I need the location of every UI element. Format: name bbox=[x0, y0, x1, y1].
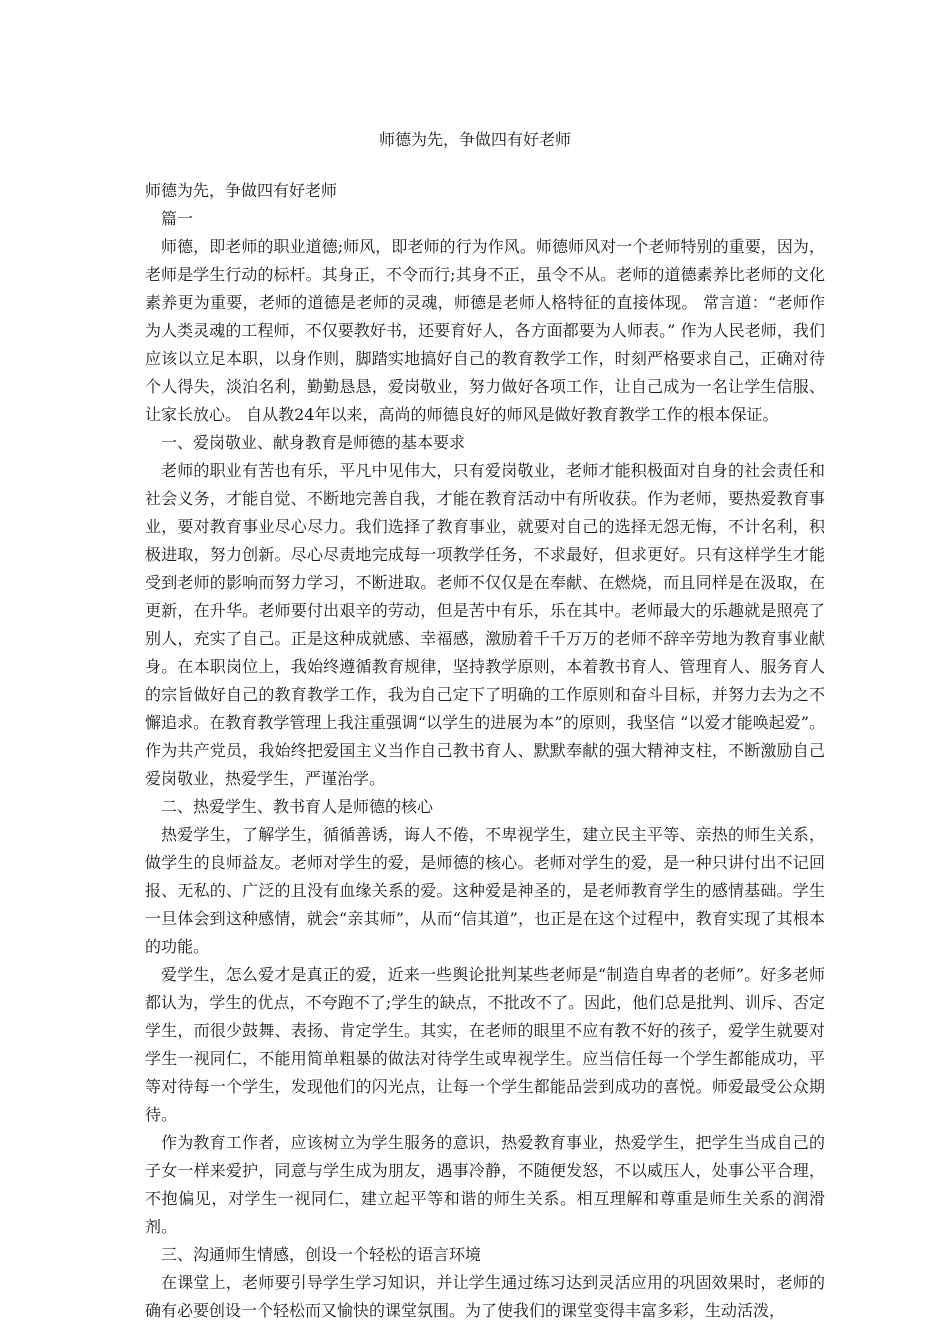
section-2-paragraph-2: 爱学生，怎么爱才是真正的爱，近来一些舆论批判某些老师是“制造自卑者的老师”。好多老师都认为，学生的优点，不夸跑不了;学生的缺点，不批改不了。因此，他们总是批判、训斥、否定学生，而很少鼓舞、表扬、肯定学生。其实，在老师的眼里不应有教不好的孩子，爱学生就要对学生一视同仁，不能用简单粗暴的做法对待学生或卑视学生。应当信任每一个学生都能成功，平等对待每一个学生，发现他们的闪光点，让每一个学生都能品尝到成功的喜悦。师爱最受公众期待。 bbox=[145, 965, 825, 1124]
document-body bbox=[145, 177, 825, 1325]
section-heading-3: 三、沟通师生情感，创设一个轻松的语言环境 bbox=[161, 1245, 482, 1264]
section-heading-1: 一、爱岗敬业、献身教育是师德的基本要求 bbox=[161, 433, 466, 452]
section-2-paragraph-3: 作为教育工作者，应该树立为学生服务的意识，热爱教育事业，热爱学生，把学生当成自己的子女一样来爱护，同意与学生成为朋友，遇事冷静，不随便发怒，不以威压人，处事公平合理，不抱偏见，对学生一视同仁，建立起平等和谐的师生关系。相互理解和尊重是师生关系的润滑剂。 bbox=[145, 1133, 825, 1236]
section-1-paragraph: 老师的职业有苦也有乐，平凡中见伟大，只有爱岗敬业，老师才能积极面对自身的社会责任和社会义务，才能自觉、不断地完善自我，才能在教育活动中有所收获。作为老师，要热爱教育事业，要对教育事业尽心尽力。我们选择了教育事业，就要对自己的选择无怨无悔，不计名利，积极进取，努力创新。尽心尽责地完成每一项教学任务，不求最好，但求更好。只有这样学生才能受到老师的影响而努力学习，不断进取。老师不仅仅是在奉献、在燃烧，而且同样是在汲取，在更新，在升华。老师要付出艰辛的劳动，但是苦中有乐，乐在其中。老师最大的乐趣就是照亮了别人，充实了自己。正是这种成就感、幸福感，激励着千千万万的老师不辞辛劳地为教育事业献身。在本职岗位上，我始终遵循教育规律，坚持教学原则，本着教书育人、管理育人、服务育人的宗旨做好自己的教育教学工作，我为自己定下了明确的工作原则和奋斗目标，并努力去为之不懈追求。在教育教学管理上我注重强调“以学生的进展为本”的原则，我坚信 “以爱才能唤起爱”。作为共产党员，我始终把爱国主义当作自己教书育人、默默奉献的强大精神支柱，不断激励自己爱岗敬业，热爱学生，严谨治学。 bbox=[145, 461, 825, 788]
section-label-part-one: 篇一 bbox=[161, 209, 194, 228]
section-heading-2: 二、热爱学生、教书育人是师德的核心 bbox=[161, 797, 434, 816]
repeated-title: 师德为先，争做四有好老师 bbox=[145, 181, 338, 200]
intro-paragraph: 师德，即老师的职业道德;师风，即老师的行为作风。师德师风对一个老师特别的重要，因为，老师是学生行动的标杆。其身正，不令而行;其身不正，虽令不从。老师的道德素养比老师的文化素养更为重要，老师的道德是老师的灵魂，师德是老师人格特征的直接体现。 常言道：“老师作为人类灵魂的工程师，不仅要教好书，还要育好人，各方面都要为人师表。” 作为人民老师，我们应该以立足本职，以身作则，脚踏实地搞好自己的教育教学工作，时刻严格要求自己，正确对待个人得失，淡泊名利，勤勤恳恳，爱岗敬业，努力做好各项工作，让自己成为一名让学生信服、让家长放心。 自从教24年以来，高尚的师德良好的师风是做好教育教学工作的根本保证。 bbox=[145, 237, 825, 424]
section-3-paragraph-1: 在课堂上，老师要引导学生学习知识，并让学生通过练习达到灵活应用的巩固效果时，老师的确有必要创设一个轻松而又愉快的课堂氛围。为了使我们的课堂变得丰富多彩，生动活泼， bbox=[145, 1273, 825, 1320]
document-title: 师德为先，争做四有好老师 bbox=[378, 130, 571, 149]
section-2-paragraph-1: 热爱学生，了解学生，循循善诱，诲人不倦，不卑视学生，建立民主平等、亲热的师生关系，做学生的良师益友。老师对学生的爱，是师德的核心。老师对学生的爱，是一种只讲付出不记回报、无私的、广泛的且没有血缘关系的爱。这种爱是神圣的，是老师教育学生的感情基础。学生一旦体会到这种感情，就会“亲其师”，从而“信其道”，也正是在这个过程中，教育实现了其根本的功能。 bbox=[145, 825, 825, 956]
